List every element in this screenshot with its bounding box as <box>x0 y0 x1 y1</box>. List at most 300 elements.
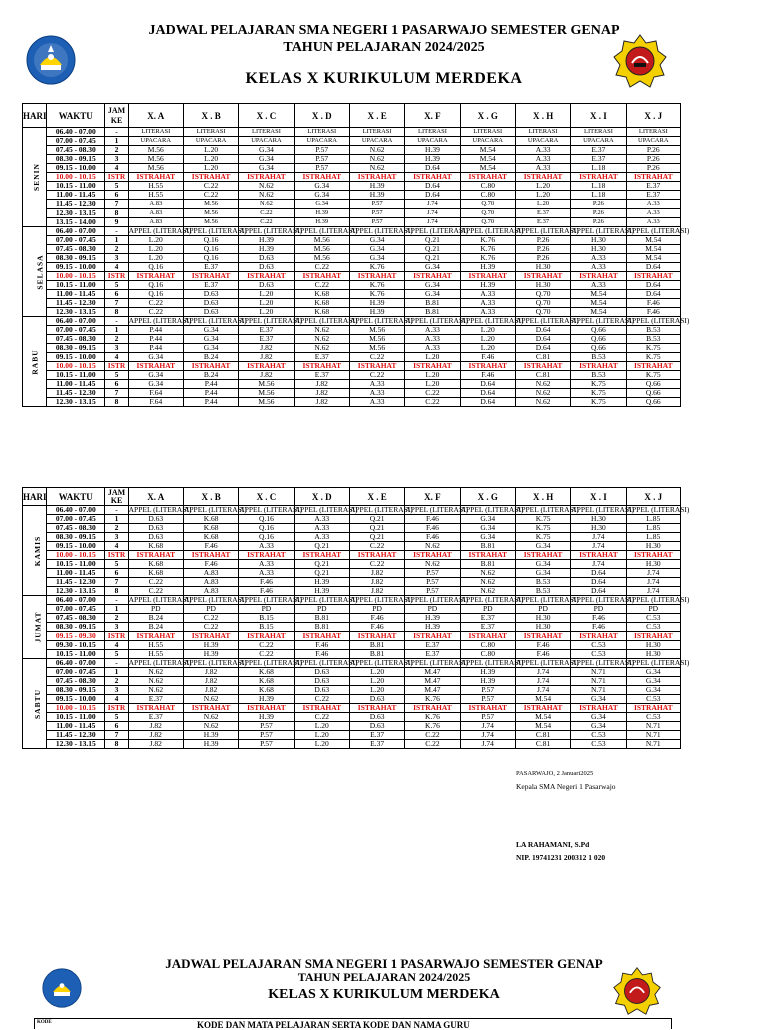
period-cell: 3 <box>105 155 128 164</box>
period-cell: 5 <box>105 650 128 659</box>
schedule-cell: APPEL (LITERASI) <box>183 226 247 235</box>
schedule-cell: N.71 <box>571 668 626 677</box>
period-cell: ISTR <box>105 632 128 641</box>
schedule-cell: C.22 <box>183 623 238 632</box>
schedule-cell: B.15 <box>239 614 294 623</box>
header-class-xi: X . I <box>571 104 626 128</box>
schedule-cell: D.63 <box>239 281 294 290</box>
schedule-cell: APPEL (LITERASI) <box>571 316 635 325</box>
time-cell: 11.00 - 11.45 <box>47 722 105 731</box>
schedule-cell: M.56 <box>349 326 404 335</box>
time-cell: 09.15 - 10.00 <box>47 353 105 362</box>
schedule-cell: P.26 <box>571 209 626 218</box>
schedule-cell: ISTRAHAT <box>349 704 404 713</box>
schedule-cell: G.34 <box>239 164 294 173</box>
signature-role: Kepala SMA Negeri 1 Pasarwajo <box>516 782 616 791</box>
schedule-cell: J.74 <box>571 560 626 569</box>
schedule-cell: P.26 <box>515 254 570 263</box>
schedule-cell: APPEL (LITERASI) <box>405 505 469 514</box>
schedule-cell: A.33 <box>294 515 349 524</box>
schedule-cell: E.37 <box>128 695 183 704</box>
schedule-cell: P.57 <box>460 713 515 722</box>
schedule-cell: B.81 <box>294 614 349 623</box>
schedule-cell: L.20 <box>294 722 349 731</box>
schedule-cell: Q.16 <box>128 290 183 299</box>
time-cell: 09.30 - 10.15 <box>47 641 105 650</box>
schedule-cell: P.57 <box>405 587 460 596</box>
period-cell: 8 <box>105 398 128 407</box>
schedule-cell: D.63 <box>183 308 238 317</box>
schedule-cell: B.81 <box>405 299 460 308</box>
schedule-cell: P.57 <box>294 155 349 164</box>
schedule-cell: C.53 <box>626 614 680 623</box>
header-class-xa: X. A <box>128 488 183 506</box>
schedule-cell: K.76 <box>405 722 460 731</box>
schedule-cell: H.30 <box>571 515 626 524</box>
time-cell: 07.45 - 08.30 <box>47 245 105 254</box>
schedule-cell: N.62 <box>294 344 349 353</box>
schedule-cell: K.68 <box>239 668 294 677</box>
header-class-xf: X. F <box>405 488 460 506</box>
schedule-cell: APPEL (LITERASI) <box>294 595 358 604</box>
schedule-cell: P.57 <box>294 164 349 173</box>
period-cell: ISTR <box>105 362 128 371</box>
schedule-cell: D.63 <box>349 713 404 722</box>
schedule-cell: B.81 <box>460 542 515 551</box>
schedule-cell: H.39 <box>183 731 238 740</box>
schedule-cell: G.34 <box>128 371 183 380</box>
schedule-cell: C.22 <box>405 389 460 398</box>
table-row <box>23 533 681 542</box>
schedule-cell: J.82 <box>183 677 238 686</box>
time-cell: 07.00 - 07.45 <box>47 515 105 524</box>
time-cell: 06.40 - 07.00 <box>47 596 105 605</box>
schedule-cell: C.22 <box>349 353 404 362</box>
schedule-cell: LITERASI <box>571 128 626 137</box>
schedule-cell: K.68 <box>294 290 349 299</box>
schedule-cell: C.53 <box>626 695 680 704</box>
schedule-cell: A.83 <box>128 209 183 218</box>
break-row <box>23 272 681 281</box>
schedule-cell: Q.21 <box>294 560 349 569</box>
schedule-cell: C.80 <box>460 641 515 650</box>
schedule-cell: P.44 <box>128 326 183 335</box>
schedule-cell: J.74 <box>460 722 515 731</box>
schedule-cell: C.53 <box>571 641 626 650</box>
day-label <box>23 128 47 227</box>
table-row <box>23 560 681 569</box>
schedule-cell: Q.66 <box>571 344 626 353</box>
schedule-cell: L.20 <box>183 155 238 164</box>
signature-place-date: PASARWAJO, 2 Januari2025 <box>516 770 594 777</box>
schedule-cell: ISTRAHAT <box>294 272 349 281</box>
schedule-cell: ISTRAHAT <box>183 704 238 713</box>
schedule-cell: E.37 <box>239 326 294 335</box>
schedule-cell: D.64 <box>515 335 570 344</box>
schedule-cell: C.53 <box>626 713 680 722</box>
schedule-cell: G.34 <box>294 200 349 209</box>
schedule-cell: N.71 <box>626 731 680 740</box>
schedule-cell: PD <box>460 605 515 614</box>
schedule-cell: H.39 <box>405 614 460 623</box>
time-cell: 07.45 - 08.30 <box>47 524 105 533</box>
schedule-cell: D.64 <box>571 569 626 578</box>
schedule-cell: APPEL (LITERASI) <box>183 316 247 325</box>
schedule-cell: M.54 <box>460 155 515 164</box>
schedule-cell: H.30 <box>571 236 626 245</box>
table-row <box>23 605 681 614</box>
schedule-cell: D.63 <box>128 533 183 542</box>
schedule-cell: N.71 <box>571 677 626 686</box>
schedule-cell: F.46 <box>183 560 238 569</box>
time-cell: 10.00 - 10.15 <box>47 704 105 713</box>
schedule-cell: Q.16 <box>239 533 294 542</box>
period-cell: - <box>105 317 128 326</box>
schedule-cell: D.64 <box>626 263 680 272</box>
schedule-cell: ISTRAHAT <box>239 272 294 281</box>
header-class-xe: X . E <box>349 104 404 128</box>
schedule-cell: ISTRAHAT <box>183 272 238 281</box>
schedule-cell: APPEL (LITERASI) <box>128 226 192 235</box>
schedule-cell: APPEL (LITERASI) <box>626 595 690 604</box>
schedule-cell: K.68 <box>294 299 349 308</box>
schedule-cell: K.75 <box>626 353 680 362</box>
page2-subtitle-class: KELAS X KURIKULUM MERDEKA <box>268 987 500 1002</box>
schedule-cell: C.22 <box>405 731 460 740</box>
time-cell: 07.45 - 08.30 <box>47 146 105 155</box>
schedule-cell: A.83 <box>183 569 238 578</box>
time-cell: 13.15 - 14.00 <box>47 218 105 227</box>
schedule-cell: M.54 <box>460 164 515 173</box>
time-cell: 10.00 - 10.15 <box>47 551 105 560</box>
schedule-cell: K.75 <box>571 380 626 389</box>
schedule-cell: G.34 <box>571 713 626 722</box>
schedule-cell: APPEL (LITERASI) <box>515 316 579 325</box>
table-row <box>23 380 681 389</box>
schedule-cell: ISTRAHAT <box>405 704 460 713</box>
table-row <box>23 506 681 515</box>
schedule-cell: ISTRAHAT <box>128 272 183 281</box>
schedule-cell: APPEL (LITERASI) <box>405 658 469 667</box>
schedule-cell: P.44 <box>128 335 183 344</box>
schedule-cell: A.33 <box>515 164 570 173</box>
schedule-cell: ISTRAHAT <box>571 632 626 641</box>
schedule-cell: G.34 <box>626 677 680 686</box>
period-cell: 7 <box>105 200 128 209</box>
schedule-cell: J.82 <box>294 380 349 389</box>
schedule-cell: APPEL (LITERASI) <box>626 316 690 325</box>
schedule-cell: M.56 <box>128 164 183 173</box>
schedule-cell: L.20 <box>349 677 404 686</box>
schedule-cell: M.54 <box>626 254 680 263</box>
schedule-cell: APPEL (LITERASI) <box>460 505 524 514</box>
schedule-cell: LITERASI <box>239 128 294 137</box>
schedule-cell: L.20 <box>183 164 238 173</box>
schedule-cell: N.62 <box>349 164 404 173</box>
schedule-cell: PD <box>294 605 349 614</box>
break-row <box>23 551 681 560</box>
schedule-cell: F.46 <box>515 641 570 650</box>
schedule-cell: H.39 <box>294 578 349 587</box>
period-cell: - <box>105 596 128 605</box>
schedule-cell: M.56 <box>239 380 294 389</box>
period-cell: 2 <box>105 677 128 686</box>
period-cell: 4 <box>105 695 128 704</box>
schedule-cell: G.34 <box>405 290 460 299</box>
header-class-xb: X . B <box>183 104 238 128</box>
schedule-cell: F.64 <box>128 398 183 407</box>
schedule-cell: P.57 <box>349 200 404 209</box>
schedule-cell: ISTRAHAT <box>571 551 626 560</box>
header-class-xe: X . E <box>349 488 404 506</box>
schedule-cell: J.74 <box>515 668 570 677</box>
time-cell: 11.00 - 11.45 <box>47 290 105 299</box>
schedule-cell: E.37 <box>571 146 626 155</box>
schedule-cell: N.62 <box>294 335 349 344</box>
schedule-cell: H.30 <box>515 263 570 272</box>
schedule-cell: J.74 <box>571 542 626 551</box>
schedule-cell: P.44 <box>183 389 238 398</box>
schedule-cell: ISTRAHAT <box>515 272 570 281</box>
school-emblem-icon <box>612 33 668 89</box>
schedule-cell: N.62 <box>128 686 183 695</box>
schedule-cell: F.46 <box>460 371 515 380</box>
schedule-cell: PD <box>515 605 570 614</box>
schedule-cell: C.22 <box>239 641 294 650</box>
table-row <box>23 155 681 164</box>
period-cell: 4 <box>105 164 128 173</box>
schedule-cell: M.54 <box>515 695 570 704</box>
schedule-cell: P.26 <box>571 218 626 227</box>
header-waktu: WAKTU <box>47 104 105 128</box>
schedule-cell: J.74 <box>460 731 515 740</box>
schedule-cell: C.22 <box>405 398 460 407</box>
time-cell: 12.30 - 13.15 <box>47 740 105 749</box>
schedule-cell: APPEL (LITERASI) <box>294 658 358 667</box>
schedule-cell: C.53 <box>626 623 680 632</box>
schedule-cell: D.64 <box>626 281 680 290</box>
schedule-cell: C.22 <box>294 713 349 722</box>
period-cell: 3 <box>105 623 128 632</box>
schedule-cell: M.56 <box>349 335 404 344</box>
schedule-cell: G.34 <box>460 524 515 533</box>
schedule-cell: APPEL (LITERASI) <box>515 658 579 667</box>
schedule-cell: ISTRAHAT <box>515 362 570 371</box>
schedule-cell: A.83 <box>183 587 238 596</box>
schedule-cell: A.33 <box>626 209 680 218</box>
period-cell: 5 <box>105 182 128 191</box>
schedule-cell: C.22 <box>239 209 294 218</box>
period-cell: 4 <box>105 641 128 650</box>
schedule-cell: G.34 <box>571 695 626 704</box>
schedule-cell: L.20 <box>128 254 183 263</box>
schedule-cell: G.34 <box>626 668 680 677</box>
schedule-cell: A.33 <box>571 263 626 272</box>
schedule-cell: H.39 <box>239 236 294 245</box>
schedule-cell: G.34 <box>294 182 349 191</box>
header-class-xd: X . D <box>294 104 349 128</box>
schedule-cell: F.46 <box>294 650 349 659</box>
schedule-cell: ISTRAHAT <box>460 551 515 560</box>
schedule-cell: UPACARA <box>294 137 349 146</box>
schedule-cell: APPEL (LITERASI) <box>294 226 358 235</box>
schedule-cell: D.63 <box>128 515 183 524</box>
period-cell: 6 <box>105 722 128 731</box>
time-cell: 07.00 - 07.45 <box>47 326 105 335</box>
table-row <box>23 182 681 191</box>
table-row <box>23 146 681 155</box>
time-cell: 10.15 - 11.00 <box>47 371 105 380</box>
day-label-text: SELASA <box>35 253 45 290</box>
schedule-cell: LITERASI <box>128 128 183 137</box>
schedule-cell: P.44 <box>183 398 238 407</box>
schedule-cell: K.68 <box>183 533 238 542</box>
schedule-cell: APPEL (LITERASI) <box>626 505 690 514</box>
schedule-cell: C.22 <box>128 299 183 308</box>
time-cell: 12.30 - 13.15 <box>47 308 105 317</box>
schedule-cell: P.57 <box>405 578 460 587</box>
period-cell: 5 <box>105 281 128 290</box>
day-label-text: SABTU <box>33 688 43 719</box>
table-row <box>23 398 681 407</box>
schedule-cell: LITERASI <box>183 128 238 137</box>
period-cell: 3 <box>105 254 128 263</box>
schedule-cell: H.39 <box>239 695 294 704</box>
schedule-cell: P.57 <box>239 740 294 749</box>
period-cell: 2 <box>105 614 128 623</box>
schedule-cell: UPACARA <box>239 137 294 146</box>
schedule-cell: L.20 <box>183 146 238 155</box>
time-cell: 11.45 - 12.30 <box>47 299 105 308</box>
schedule-cell: Q.16 <box>128 281 183 290</box>
schedule-cell: N.71 <box>626 740 680 749</box>
schedule-cell: L.20 <box>460 344 515 353</box>
schedule-cell: J.82 <box>294 398 349 407</box>
schedule-cell: B.53 <box>626 335 680 344</box>
schedule-cell: G.34 <box>183 326 238 335</box>
table-row <box>23 128 681 137</box>
table-row <box>23 596 681 605</box>
schedule-cell: Q.66 <box>571 326 626 335</box>
schedule-cell: M.56 <box>294 254 349 263</box>
schedule-cell: C.22 <box>239 218 294 227</box>
day-label <box>23 506 47 596</box>
time-cell: 07.00 - 07.45 <box>47 236 105 245</box>
schedule-cell: A.83 <box>183 578 238 587</box>
schedule-cell: F.46 <box>183 542 238 551</box>
subject-code-title: KODE DAN MATA PELAJARAN SERTA KODE DAN NAMA GURU <box>197 1020 470 1030</box>
schedule-cell: K.76 <box>405 695 460 704</box>
schedule-cell: E.37 <box>460 614 515 623</box>
schedule-cell: N.62 <box>460 578 515 587</box>
time-cell: 08.30 - 09.15 <box>47 686 105 695</box>
schedule-cell: B.24 <box>183 371 238 380</box>
schedule-cell: A.33 <box>239 542 294 551</box>
header-class-xc: X . C <box>239 104 294 128</box>
schedule-cell: PD <box>128 605 183 614</box>
header-class-xj: X . J <box>626 488 680 506</box>
schedule-cell: H.39 <box>405 623 460 632</box>
schedule-cell: E.37 <box>515 209 570 218</box>
schedule-cell: G.34 <box>515 569 570 578</box>
schedule-cell: J.74 <box>571 533 626 542</box>
schedule-cell: D.64 <box>460 398 515 407</box>
table-row <box>23 515 681 524</box>
schedule-cell: M.47 <box>405 677 460 686</box>
table-row <box>23 200 681 209</box>
table-row <box>23 713 681 722</box>
schedule-cell: ISTRAHAT <box>405 362 460 371</box>
header-waktu: WAKTU <box>47 488 105 506</box>
schedule-cell: D.63 <box>294 686 349 695</box>
table-row <box>23 677 681 686</box>
schedule-cell: ISTRAHAT <box>515 704 570 713</box>
schedule-cell: E.37 <box>626 182 680 191</box>
schedule-cell: C.22 <box>183 182 238 191</box>
schedule-cell: B.24 <box>128 614 183 623</box>
schedule-cell: L.20 <box>405 353 460 362</box>
schedule-cell: UPACARA <box>183 137 238 146</box>
schedule-cell: H.30 <box>515 281 570 290</box>
schedule-cell: L.20 <box>239 308 294 317</box>
schedule-cell: Q.21 <box>294 542 349 551</box>
break-row <box>23 632 681 641</box>
schedule-cell: Q.16 <box>128 263 183 272</box>
schedule-cell: APPEL (LITERASI) <box>349 505 413 514</box>
schedule-cell: H.30 <box>571 245 626 254</box>
schedule-cell: ISTRAHAT <box>183 632 238 641</box>
schedule-cell: Q.21 <box>349 524 404 533</box>
schedule-cell: Q.16 <box>239 524 294 533</box>
schedule-cell: H.39 <box>460 668 515 677</box>
schedule-cell: UPACARA <box>571 137 626 146</box>
schedule-cell: C.53 <box>571 650 626 659</box>
schedule-cell: P.57 <box>460 686 515 695</box>
schedule-cell: K.68 <box>239 677 294 686</box>
schedule-cell: APPEL (LITERASI) <box>405 316 469 325</box>
schedule-cell: G.34 <box>239 155 294 164</box>
schedule-cell: L.20 <box>405 380 460 389</box>
schedule-cell: N.62 <box>405 542 460 551</box>
schedule-cell: H.39 <box>460 263 515 272</box>
schedule-cell: Q.70 <box>460 209 515 218</box>
schedule-cell: J.74 <box>405 218 460 227</box>
schedule-cell: ISTRAHAT <box>349 173 404 182</box>
period-cell: 8 <box>105 587 128 596</box>
schedule-cell: LITERASI <box>349 128 404 137</box>
table-row <box>23 227 681 236</box>
schedule-cell: APPEL (LITERASI) <box>239 316 303 325</box>
schedule-cell: ISTRAHAT <box>239 632 294 641</box>
schedule-cell: G.34 <box>128 353 183 362</box>
schedule-cell: N.71 <box>626 722 680 731</box>
table-row <box>23 659 681 668</box>
day-label <box>23 317 47 407</box>
period-cell: 8 <box>105 308 128 317</box>
schedule-cell: F.46 <box>460 353 515 362</box>
time-cell: 11.45 - 12.30 <box>47 731 105 740</box>
signature-nip: NIP. 19741231 200312 1 020 <box>516 853 606 862</box>
schedule-cell: H.30 <box>626 641 680 650</box>
time-cell: 10.15 - 11.00 <box>47 560 105 569</box>
schedule-cell: G.34 <box>571 722 626 731</box>
schedule-cell: D.63 <box>349 695 404 704</box>
schedule-cell: F.46 <box>571 623 626 632</box>
schedule-cell: A.33 <box>349 389 404 398</box>
schedule-cell: J.82 <box>349 569 404 578</box>
schedule-cell: P.57 <box>239 731 294 740</box>
schedule-cell: A.83 <box>128 200 183 209</box>
